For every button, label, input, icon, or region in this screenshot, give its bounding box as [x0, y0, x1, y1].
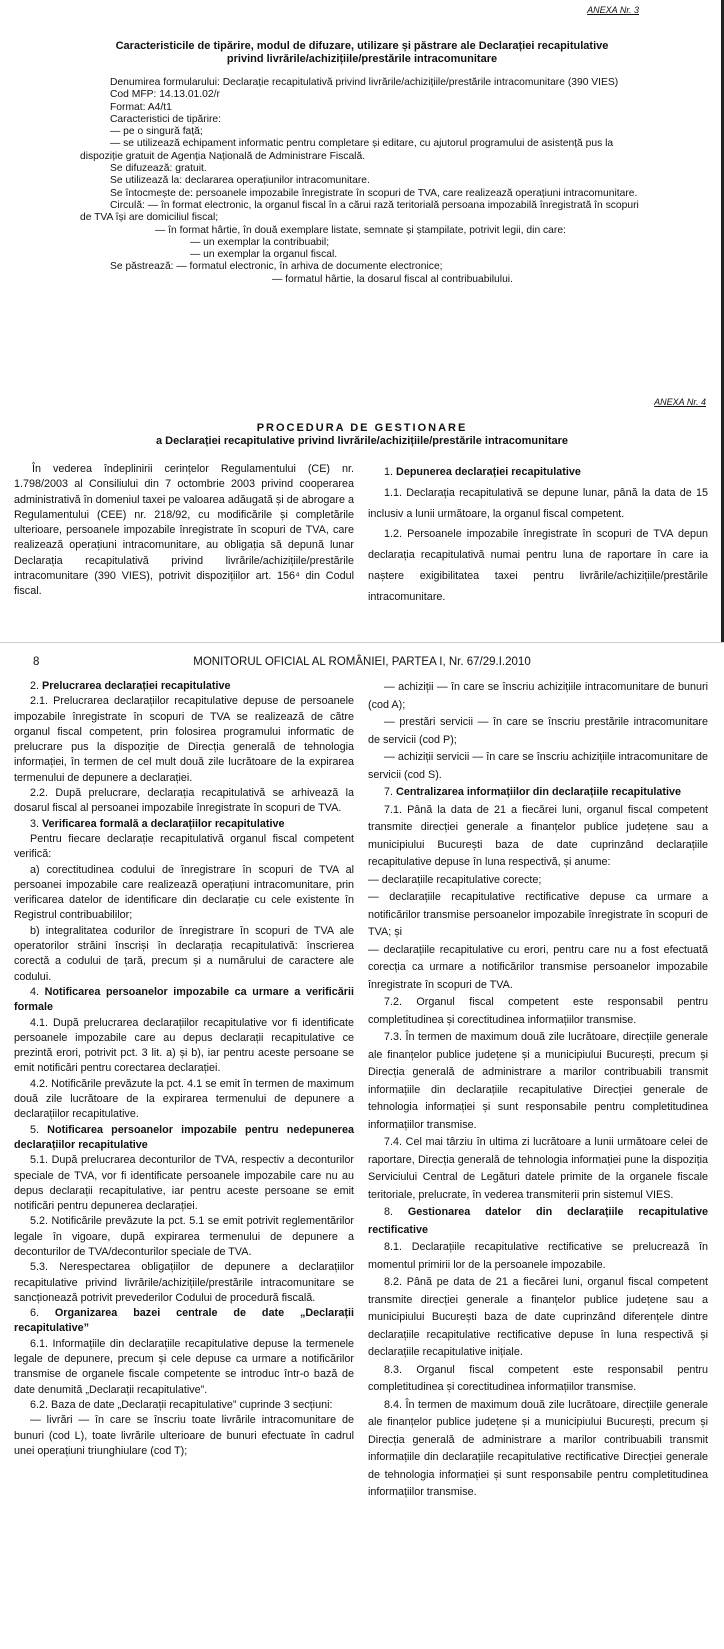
form-name-line: Denumirea formularului: Declarație recapitulativă privind livrările/achizițiile/prestările intracomunitare (390 VIES) [110, 77, 619, 88]
section-5-number: 5. [30, 1123, 48, 1136]
paragraph-6-1: 6.1. Informațiile din declarațiile recapitulative depuse la termenele legale de depunere, precum și cele depuse ca urmare a notificărilor transmise de organele fiscale competente se introduc într-o bază de date denumită „Declarații recapitulative”. [14, 1337, 354, 1396]
paragraph-3-b: b) integralitatea codurilor de înregistrare în scopuri de TVA ale operatorilor străini înscriși în declarația recapitulativă: înscrierea corectă a codului de țară, precum și a numărului de caractere ale codului. [14, 924, 354, 983]
anexa-3-title [0, 40, 724, 66]
item-declaratii-cu-erori: — declarațiile recapitulative cu erori, pentru care nu a fost efectuată corecția ca urmare a notificărilor transmise persoanelor impozabile înregistrate în scopuri de TVA. [368, 943, 708, 991]
anexa-3-body [80, 77, 640, 286]
paragraph-5-1: 5.1. După prelucrarea deconturilor de TVA, respectiv a deconturilor speciale de TVA, vor fi identificate persoanele impozabile care nu au depus declarații recapitulative, iar pentru aceste persoane se emit notificări pentru depunerea declarației. [14, 1154, 354, 1213]
section-2-heading [14, 679, 354, 694]
anexa-4-section-1-column [368, 462, 708, 608]
paragraph-5-2: 5.2. Notificările prevăzute la pct. 5.1 se emit potrivit reglementărilor legale în vigoare, după expirarea termenului de depunere a deconturilor de TVA/deconturilor speciale de TVA. [14, 1215, 354, 1258]
section-8-heading [368, 1204, 708, 1239]
page-monitorul [0, 642, 724, 1649]
anexa-3-title-line2: privind livrările/achizițiile/prestările intracomunitare [226, 53, 498, 65]
section-4-heading [14, 985, 354, 1016]
paragraph-4-1: 4.1. După prelucrarea declarațiilor recapitulative vor fi identificate persoanele impozabile care au depus declarații recapitulative ce prezintă erori, potrivit pct. 3 lit. a) și b), iar pentru aceste persoane se emit notificări pentru corectarea declarației. [14, 1016, 354, 1075]
section-8-number: 8. [384, 1206, 408, 1218]
paragraph-6-livrari: — livrări — în care se înscriu toate livrările intracomunitare de bunuri (cod L), toate livrările ulterioare de bunuri efectuate în cadrul unei operațiuni triunghiulare (cod T); [14, 1414, 354, 1457]
paragraph-1-1: 1.1. Declarația recapitulativă se depune lunar, până la data de 15 inclusiv a lunii următoare, la organul fiscal competent. [368, 486, 708, 520]
paragraph-3-intro: Pentru fiecare declarație recapitulativă organul fiscal competent verifică: [14, 832, 354, 861]
paragraph-7-2: 7.2. Organul fiscal competent este responsabil pentru completitudinea și corectitudinea informațiilor transmise. [368, 996, 708, 1026]
section-3-title: Verificarea formală a declarațiilor recapitulative [42, 817, 285, 830]
section-4-title: Notificarea persoanelor impozabile ca urmare a verificării formale [14, 985, 354, 1014]
anexa-4-intro: În vederea îndeplinirii cerințelor Regulamentului (CE) nr. 1.798/2003 al Consiliului din 7 octombrie 2003 privind cooperarea administrativă în domeniul taxei pe valoarea adăugată și de abrogare a Regulamentului (CEE) nr. 218/92, cu modificările și completările ulterioare, persoanele impozabile înregistrate în scopuri de TVA, care realizează operațiuni intracomunitare, au obligația să depună lunar Declarația recapitulativă privind livrările/achizițiile/prestările intracomunitare (390 VIES), potrivit dispozițiilor art. 156⁴ din Codul fiscal. [14, 463, 354, 598]
paragraph-7-4: 7.4. Cel mai târziu în ultima zi lucrătoare a lunii următoare celei de raportare, Direcția generală de tehnologia informației pune la dispoziția Serviciului Central de Legături datele primite de la organele fiscale teritoriale, prelucrate, în vederea transmiterii prin sistemul VIES. [368, 1136, 708, 1201]
copy-fiscal-line: — un exemplar la organul fiscal. [190, 249, 338, 261]
software-line: — se utilizează echipament informatic pentru completare și editare, cu ajutorul programului de asistență pus la dispoziție gratuit de Agenția Națională de Administrare Fiscală. [80, 138, 614, 162]
copy-taxpayer-line: — un exemplar la contribuabil; [190, 236, 330, 248]
paragraph-1-2: 1.2. Persoanele impozabile înregistrate în scopuri de TVA depun declarația recapitulativă numai pentru luna de raportare în care ia naștere exigibilitatea taxei pentru livrările/achizițiile/prestările intracomunitare. [368, 528, 708, 603]
section-6-title: Organizarea bazei centrale de date „Declarații recapitulative” [14, 1307, 354, 1335]
paragraph-2-1: 2.1. Prelucrarea declarațiilor recapitulative depuse de persoanele impozabile înregistrate în scopuri de TVA se realizează de către organul fiscal competent, prin folosirea programului informatic de prelucrare pus la dispoziție de Direcția generală de tehnologia informației, în termen de cel mult două zile lucrătoare de la expirarea termenului de depunere a declarației. [14, 695, 354, 784]
right-column [368, 679, 708, 1502]
paragraph-8-1: 8.1. Declarațiile recapitulative rectificative se prelucrează în momentul primirii lor de la persoanele impozabile. [368, 1241, 708, 1271]
section-4-number: 4. [30, 985, 45, 998]
section-3-heading [14, 817, 354, 832]
section-1-title: Depunerea declarației recapitulative [396, 466, 581, 478]
format-line: Format: A4/t1 [110, 101, 172, 113]
item-declaratii-corecte: — declarațiile recapitulative corecte; [368, 873, 542, 886]
usage-line: Se utilizează la: declararea operațiunilor intracomunitare. [110, 175, 370, 187]
paper-format-line: — în format hârtie, în două exemplare listate, semnate și ștampilate, potrivit legii, din care: [155, 224, 566, 236]
section-2-number: 2. [30, 680, 43, 692]
cod-mfp-line: Cod MFP: 14.13.01.02/r [110, 89, 220, 101]
section-8-title: Gestionarea datelor din declarațiile recapitulative rectificative [368, 1206, 708, 1236]
paragraph-6-2: 6.2. Baza de date „Declarații recapitulative” cuprinde 3 secțiuni: [30, 1398, 333, 1411]
anexa-4-title-line1: PROCEDURA DE GESTIONARE [256, 422, 468, 434]
paragraph-3-a: a) corectitudinea codului de înregistrare în scopuri de TVA al persoanei impozabile care realizează operațiuni intracomunitare, prin verificarea datelor de identificare din declarație cu cele existente în Registrul contribuabililor; [14, 863, 354, 922]
paragraph-2-2: 2.2. După prelucrare, declarația recapitulativă se arhivează la dosarul fiscal al persoanei impozabile înregistrate în scopuri de TVA. [14, 787, 354, 815]
circulation-line: Circulă: — în format electronic, la organul fiscal în a cărui rază teritorială persoana impozabilă înregistrată în scopuri de TVA își are domiciliul fiscal; [80, 199, 639, 224]
storage-paper-line: — formatul hârtie, la dosarul fiscal al contribuabilului. [272, 273, 513, 285]
item-declaratii-rectificative: — declarațiile recapitulative rectificative depuse ca urmare a notificărilor transmise persoanelor impozabile înregistrate în scopuri de TVA; și [368, 891, 708, 938]
distribution-line: Se difuzează: gratuit. [110, 163, 207, 175]
page-number: 8 [33, 656, 40, 668]
section-2-title: Prelucrarea declarației recapitulative [42, 680, 231, 692]
paragraph-8-2: 8.2. Până pe data de 21 a fiecărei luni, organul fiscal competent transmite direcției generale a finanțelor publice județene sau a municipiului București baza de date cuprinzând diferențele dintre declarațiile recapitulative rectificative depuse în luna respectivă și declarațiile recapitulative inițiale. [368, 1276, 708, 1358]
section-6-heading [14, 1306, 354, 1337]
anexa-4-intro-column [14, 462, 354, 600]
section-5-title: Notificarea persoanelor impozabile pentru nedepunerea declarațiilor recapitulative [14, 1123, 354, 1151]
publication-title: MONITORUL OFICIAL AL ROMÂNIEI, PARTEA I, Nr. 67/29.I.2010 [193, 656, 531, 668]
section-1-heading [368, 462, 708, 483]
section-7-number: 7. [384, 786, 397, 798]
paragraph-7-3: 7.3. În termen de maximum două zile lucrătoare, direcțiile generale ale finanțelor publice județene și a municipiului București, precum și Direcția generală de administrare a marilor contribuabili transmit informațiile din declarațiile recapitulative Direcției generale de tehnologia informației și sunt responsabile pentru completitudinea informațiilor transmise. [368, 1031, 708, 1131]
page-top [0, 0, 724, 642]
left-column [14, 679, 354, 1459]
anexa-4-title [0, 422, 724, 448]
anexa-4-label: ANEXA Nr. 4 [654, 397, 706, 407]
section-1-number: 1. [384, 466, 397, 478]
print-characteristics-line: Caracteristici de tipărire: [110, 113, 222, 125]
storage-line: Se păstrează: — formatul electronic, în arhiva de documente electronice; [110, 261, 443, 273]
paragraph-8-3: 8.3. Organul fiscal competent este responsabil pentru completitudinea și corectitudinea informațiilor transmise. [368, 1363, 708, 1393]
anexa-3-label: ANEXA Nr. 3 [587, 5, 639, 15]
section-7-title: Centralizarea informațiilor din declarațiile recapitulative [396, 786, 682, 798]
section-5-heading [14, 1123, 354, 1154]
prepared-by-line: Se întocmește de: persoanele impozabile înregistrate în scopuri de TVA, care realizează operațiuni intracomunitare. [110, 187, 638, 199]
paragraph-8-4: 8.4. În termen de maximum două zile lucrătoare, direcțiile generale ale finanțelor publice județene și a municipiului București, precum și Direcția generală de administrare a marilor contribuabili transmit informațiile din declarațiile recapitulative rectificative Direcției generale de tehnologia informației și sunt responsabile pentru completitudinea informațiilor transmise. [368, 1398, 708, 1498]
paragraph-5-3: 5.3. Nerespectarea obligațiilor de depunere a declarațiilor recapitulative privind livrările/achizițiile/prestările intracomunitare se sancționează potrivit prevederilor Codului de procedură fiscală. [14, 1261, 354, 1304]
item-achizitii: — achiziții — în care se înscriu achizițiile intracomunitare de bunuri (cod A); [368, 681, 708, 711]
section-7-heading [368, 784, 708, 802]
one-side-line: — pe o singură față; [110, 126, 203, 138]
anexa-4-title-line2: a Declarației recapitulative privind livrările/achizițiile/prestările intracomunitare [155, 435, 569, 447]
section-3-number: 3. [30, 817, 43, 830]
paragraph-4-2: 4.2. Notificările prevăzute la pct. 4.1 se emit în termen de maximum două zile lucrătoare de la expirarea termenului de depunere a declarațiilor recapitulative. [14, 1077, 354, 1121]
section-6-number: 6. [30, 1307, 55, 1320]
paragraph-7-1: 7.1. Până la data de 21 a fiecărei luni, organul fiscal competent transmite direcției generale a finanțelor publice județene sau a municipiului București baza de date cuprinzând declarațiile recapitulative depuse în luna respectivă, și anume: [368, 803, 708, 868]
item-prestari-servicii: — prestări servicii — în care se înscriu prestările intracomunitare de servicii (cod P); [368, 716, 708, 746]
anexa-3-title-line1: Caracteristicile de tipărire, modul de difuzare, utilizare și păstrare ale Declarației recapitulative [115, 40, 609, 52]
item-achizitii-servicii: — achiziții servicii — în care se înscriu achizițiile intracomunitare de servicii (cod S). [368, 751, 708, 781]
